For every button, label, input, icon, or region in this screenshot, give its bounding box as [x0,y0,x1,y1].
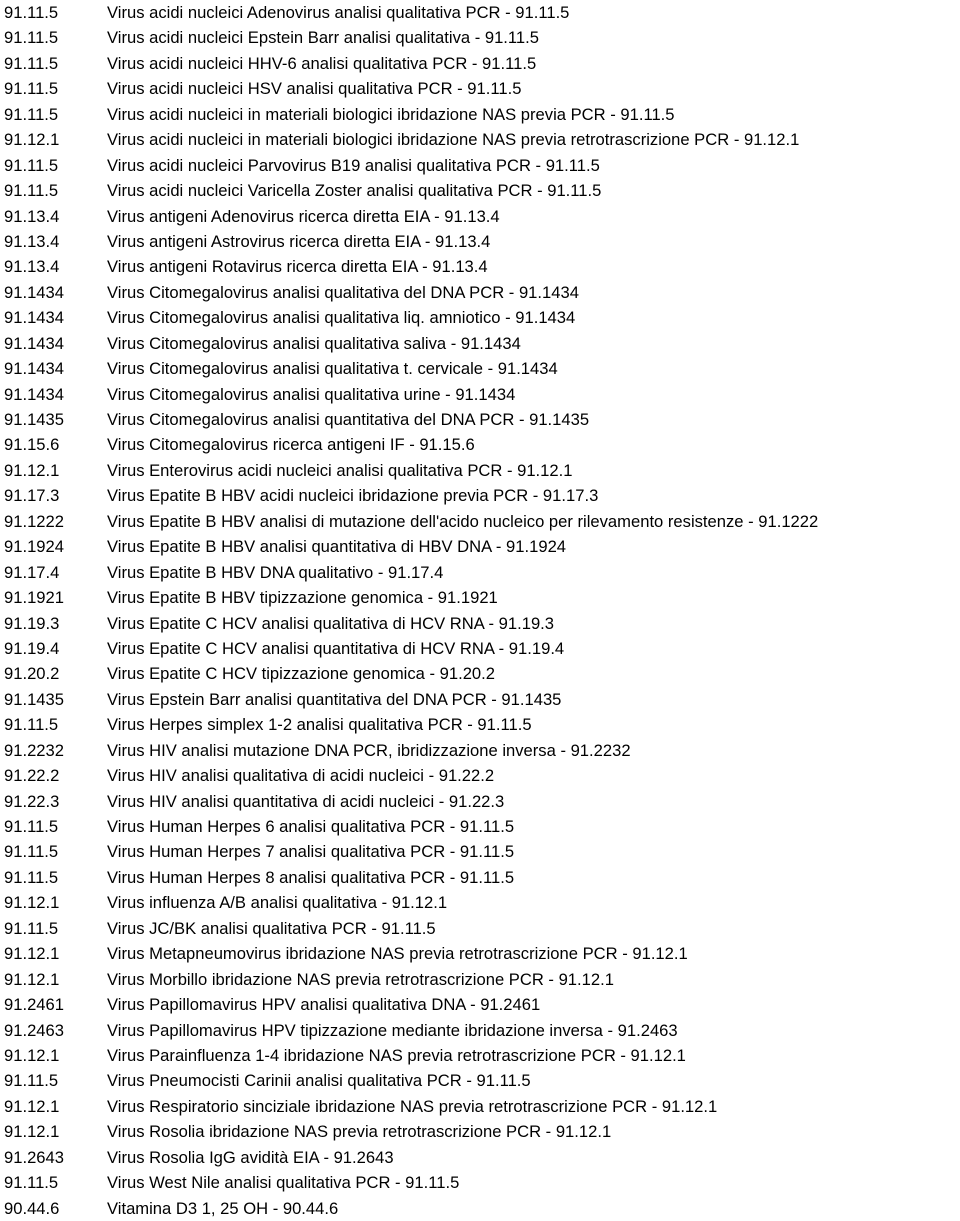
exam-description: Virus Pneumocisti Carinii analisi qualitativa PCR - 91.11.5 [107,1071,531,1091]
exam-description: Virus Morbillo ibridazione NAS previa retrotrascrizione PCR - 91.12.1 [107,969,614,989]
list-item [4,611,960,636]
list-item [4,941,960,966]
list-item [4,687,960,712]
exam-description: Virus antigeni Adenovirus ricerca diretta EIA - 91.13.4 [107,206,500,226]
exam-code: 91.11.5 [4,715,59,735]
list-item [4,661,960,686]
list-item [4,865,960,890]
exam-description: Virus Epatite B HBV DNA qualitativo - 91.17.4 [107,562,444,582]
exam-code: 91.1435 [4,410,64,429]
exam-description: Virus Citomegalovirus analisi qualitativa urine - 91.1434 [107,384,516,404]
list-item [4,305,960,330]
list-item [4,280,960,305]
exam-code: 91.2461 [4,995,64,1015]
exam-description: Virus Citomegalovirus analisi quantitativa del DNA PCR - 91.1435 [107,410,590,429]
list-item [4,1119,960,1144]
exam-code: 91.11.5 [4,104,59,124]
exam-code: 91.22.2 [4,766,60,786]
exam-description: Virus JC/BK analisi qualitativa PCR - 91.11.5 [107,918,436,938]
exam-code: 91.15.6 [4,435,60,455]
list-item [4,25,960,50]
exam-code: 91.1434 [4,384,64,404]
exam-description: Virus Metapneumovirus ibridazione NAS previa retrotrascrizione PCR - 91.12.1 [107,944,688,964]
exam-code: 91.1924 [4,537,64,557]
list-item [4,839,960,864]
exam-description: Virus Epatite C HCV analisi quantitativa di HCV RNA - 91.19.4 [107,638,565,658]
exam-code: 91.12.1 [4,130,60,150]
list-item [4,509,960,534]
exam-description: Virus influenza A/B analisi qualitativa - 91.12.1 [107,893,448,913]
list-item [4,204,960,229]
list-item [4,1018,960,1043]
list-item [4,636,960,661]
exam-description: Virus acidi nucleici HSV analisi qualitativa PCR - 91.11.5 [107,79,522,99]
list-item [4,153,960,178]
exam-code: 91.13.4 [4,206,60,226]
exam-description: Virus Epstein Barr analisi quantitativa del DNA PCR - 91.1435 [107,689,562,709]
exam-code: 91.12.1 [4,893,60,913]
exam-description: Virus Citomegalovirus analisi qualitativa del DNA PCR - 91.1434 [107,282,579,302]
list-item [4,254,960,279]
exam-code: 91.11.5 [4,842,59,862]
exam-description: Virus Rosolia ibridazione NAS previa retrotrascrizione PCR - 91.12.1 [107,1122,612,1142]
exam-description: Virus antigeni Rotavirus ricerca diretta EIA - 91.13.4 [107,257,488,277]
exam-code: 91.12.1 [4,969,60,989]
exam-code: 91.22.3 [4,791,60,811]
exam-code: 91.12.1 [4,460,60,480]
exam-code: 91.12.1 [4,1045,60,1065]
list-item [4,1094,960,1119]
exam-description: Virus Human Herpes 7 analisi qualitativa PCR - 91.11.5 [107,842,515,862]
exam-code: 91.11.5 [4,181,59,201]
exam-code: 91.11.5 [4,1173,59,1193]
exam-description: Virus Epatite C HCV analisi qualitativa di HCV RNA - 91.19.3 [107,613,555,633]
exam-description: Virus acidi nucleici in materiali biologici ibridazione NAS previa PCR - 91.11.5 [107,104,675,124]
list-item [4,51,960,76]
list-item [4,967,960,992]
exam-code: 91.1435 [4,689,64,709]
exam-description: Virus Epatite B HBV analisi quantitativa di HBV DNA - 91.1924 [107,537,567,557]
exam-code: 91.13.4 [4,231,60,251]
exam-description: Virus Human Herpes 8 analisi qualitativa PCR - 91.11.5 [107,867,515,887]
exam-code: 91.20.2 [4,664,60,684]
list-item [4,1068,960,1093]
list-item [4,890,960,915]
exam-description: Virus HIV analisi qualitativa di acidi nucleici - 91.22.2 [107,766,495,786]
exam-description: Virus Respiratorio sinciziale ibridazione NAS previa retrotrascrizione PCR - 91.12.1 [107,1096,718,1116]
exam-code: 91.1434 [4,333,64,353]
exam-description: Virus Citomegalovirus analisi qualitativa saliva - 91.1434 [107,333,521,353]
list-item [4,407,960,432]
exam-code: 91.11.5 [4,53,59,73]
exam-code: 91.1222 [4,511,64,531]
exam-description: Virus Epatite B HBV tipizzazione genomica - 91.1921 [107,588,498,608]
exam-description: Virus antigeni Astrovirus ricerca diretta EIA - 91.13.4 [107,231,491,251]
exam-description: Virus Human Herpes 6 analisi qualitativa PCR - 91.11.5 [107,817,515,836]
exam-code: 91.11.5 [4,79,59,99]
exam-code: 91.11.5 [4,28,59,48]
exam-description: Virus Rosolia IgG avidità EIA - 91.2643 [107,1147,394,1167]
list-item [4,483,960,508]
list-item [4,458,960,483]
exam-code: 91.11.5 [4,918,59,938]
exam-code: 91.11.5 [4,1071,59,1091]
list-item [4,1196,960,1221]
list-item [4,178,960,203]
exam-description: Virus Parainfluenza 1-4 ibridazione NAS previa retrotrascrizione PCR - 91.12.1 [107,1045,686,1065]
list-item [4,534,960,559]
exam-code: 91.17.3 [4,486,60,506]
exam-code: 91.11.5 [4,867,59,887]
exam-code: 91.19.3 [4,613,60,633]
list-item [4,712,960,737]
exam-code: 91.1434 [4,282,64,302]
exam-description: Virus Citomegalovirus analisi qualitativa t. cervicale - 91.1434 [107,359,558,379]
exam-description: Virus Citomegalovirus analisi qualitativa liq. amniotico - 91.1434 [107,308,576,328]
exam-code: 91.12.1 [4,1122,60,1142]
list-item [4,789,960,814]
exam-code: 91.11.5 [4,3,59,22]
exam-code: 91.19.4 [4,638,60,658]
list-item [4,585,960,610]
exam-description: Virus Epatite B HBV acidi nucleici ibridazione previa PCR - 91.17.3 [107,486,599,506]
exam-code: 91.1921 [4,588,64,608]
exam-description: Virus Papillomavirus HPV analisi qualitativa DNA - 91.2461 [107,995,541,1015]
exam-description: Virus acidi nucleici HHV-6 analisi qualitativa PCR - 91.11.5 [107,53,537,73]
list-item [4,1170,960,1195]
exam-description: Virus Epatite C HCV tipizzazione genomica - 91.20.2 [107,664,496,684]
list-item [4,738,960,763]
list-item [4,814,960,839]
list-item [4,992,960,1017]
list-item [4,356,960,381]
exam-list [4,0,960,1221]
exam-description: Virus acidi nucleici Epstein Barr analisi qualitativa - 91.11.5 [107,28,539,48]
exam-description: Virus Herpes simplex 1-2 analisi qualitativa PCR - 91.11.5 [107,715,532,735]
list-item [4,76,960,101]
exam-code: 91.12.1 [4,1096,60,1116]
exam-code: 91.2643 [4,1147,64,1167]
exam-description: Virus West Nile analisi qualitativa PCR - 91.11.5 [107,1173,460,1193]
list-item [4,916,960,941]
list-item [4,331,960,356]
list-item [4,229,960,254]
exam-description: Virus HIV analisi mutazione DNA PCR, ibridizzazione inversa - 91.2232 [107,740,631,760]
exam-code: 91.12.1 [4,944,60,964]
exam-description: Virus Enterovirus acidi nucleici analisi qualitativa PCR - 91.12.1 [107,460,573,480]
exam-code: 91.1434 [4,308,64,328]
exam-code: 90.44.6 [4,1198,60,1218]
list-item [4,1145,960,1170]
list-item [4,0,960,25]
exam-code: 91.1434 [4,359,64,379]
exam-description: Virus acidi nucleici in materiali biologici ibridazione NAS previa retrotrascrizione PCR - 91.12.1 [107,130,800,150]
exam-code: 91.11.5 [4,817,59,836]
exam-description: Virus Citomegalovirus ricerca antigeni IF - 91.15.6 [107,435,475,455]
exam-code: 91.2463 [4,1020,64,1040]
exam-description: Virus acidi nucleici Adenovirus analisi qualitativa PCR - 91.11.5 [107,3,570,22]
list-item [4,763,960,788]
exam-description: Virus acidi nucleici Varicella Zoster analisi qualitativa PCR - 91.11.5 [107,181,602,201]
exam-code: 91.17.4 [4,562,60,582]
list-item [4,560,960,585]
exam-description: Virus Papillomavirus HPV tipizzazione mediante ibridazione inversa - 91.2463 [107,1020,678,1040]
list-item [4,1043,960,1068]
exam-description: Virus Epatite B HBV analisi di mutazione dell'acido nucleico per rilevamento resistenze - 91.1222 [107,511,819,531]
exam-description: Virus HIV analisi quantitativa di acidi nucleici - 91.22.3 [107,791,505,811]
list-item [4,102,960,127]
list-item [4,127,960,152]
list-item [4,382,960,407]
exam-code: 91.2232 [4,740,64,760]
exam-description: Vitamina D3 1, 25 OH - 90.44.6 [107,1198,339,1218]
list-item [4,432,960,457]
exam-description: Virus acidi nucleici Parvovirus B19 analisi qualitativa PCR - 91.11.5 [107,155,600,175]
exam-code: 91.13.4 [4,257,60,277]
exam-code: 91.11.5 [4,155,59,175]
